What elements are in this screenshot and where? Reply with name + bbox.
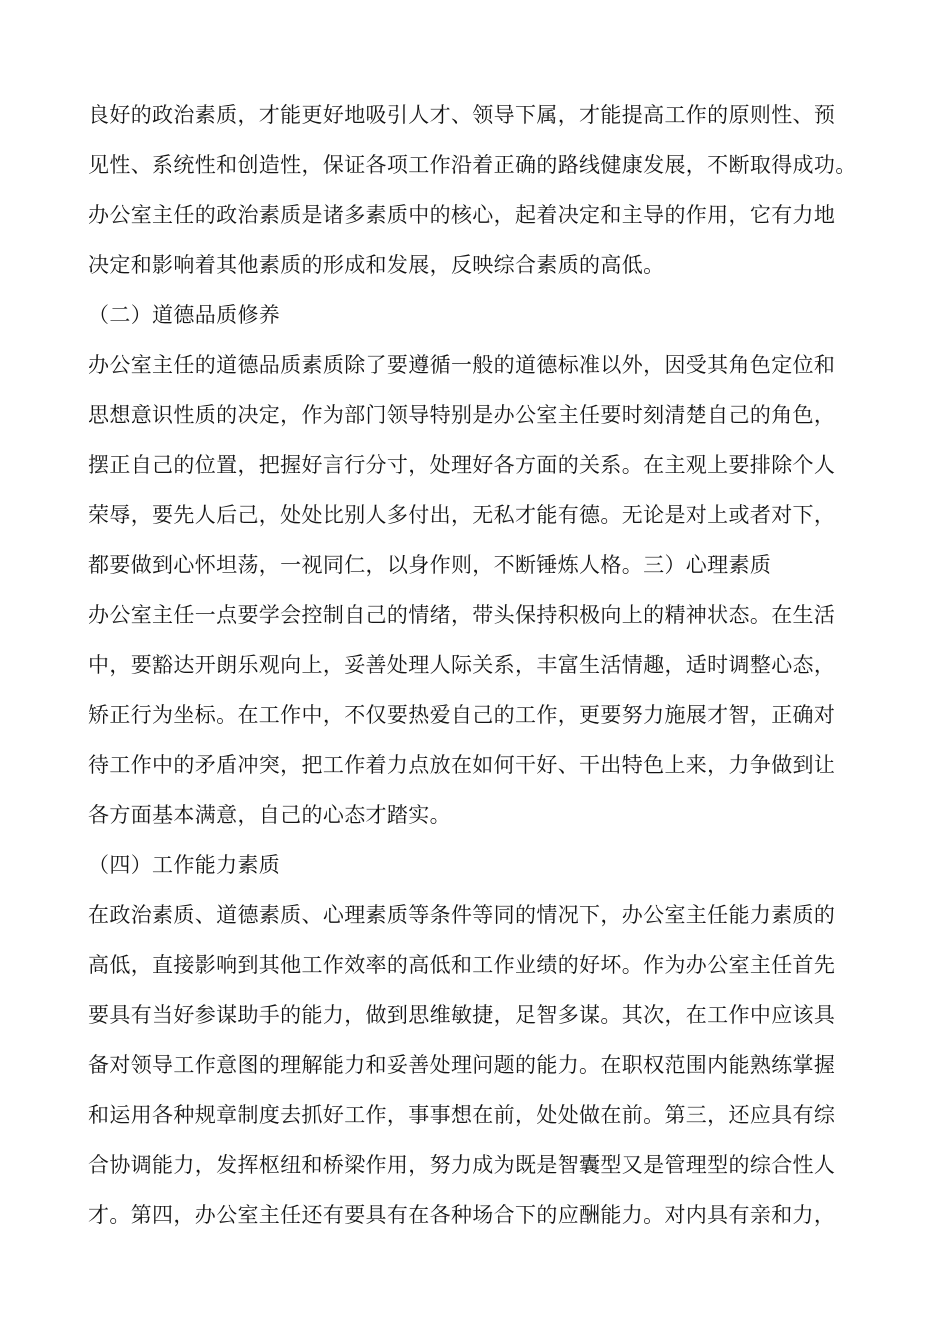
text-line: 待工作中的矛盾冲突，把工作着力点放在如何干好、干出特色上来，力争做到让 [88,753,836,777]
text-line: 在政治素质、道德素质、心理素质等条件等同的情况下，办公室主任能力素质的 [88,903,836,927]
text-line: 思想意识性质的决定，作为部门领导特别是办公室主任要时刻清楚自己的角色， [88,403,836,427]
text-line: 要具有当好参谋助手的能力，做到思维敏捷，足智多谋。其次，在工作中应该具 [88,1003,836,1027]
text-line: 见性、系统性和创造性，保证各项工作沿着正确的路线健康发展，不断取得成功。 [88,153,857,177]
section-heading-4: （四）工作能力素质 [88,853,281,877]
text-line: 矫正行为坐标。在工作中，不仅要热爱自己的工作，更要努力施展才智，正确对 [88,703,836,727]
text-line: 各方面基本满意，自己的心态才踏实。 [88,803,451,827]
text-line: 办公室主任的道德品质素质除了要遵循一般的道德标准以外，因受其角色定位和 [88,353,836,377]
text-line: 中，要豁达开朗乐观向上，妥善处理人际关系，丰富生活情趣，适时调整心态， [88,653,836,677]
text-line: 良好的政治素质，才能更好地吸引人才、领导下属，才能提高工作的原则性、预 [88,103,836,127]
text-line: 合协调能力，发挥枢纽和桥梁作用，努力成为既是智囊型又是管理型的综合性人 [88,1153,836,1177]
text-line: 和运用各种规章制度去抓好工作，事事想在前，处处做在前。第三，还应具有综 [88,1103,836,1127]
text-line: 摆正自己的位置，把握好言行分寸，处理好各方面的关系。在主观上要排除个人 [88,453,836,477]
section-heading-2: （二）道德品质修养 [88,303,281,327]
text-line: 高低，直接影响到其他工作效率的高低和工作业绩的好坏。作为办公室主任首先 [88,953,836,977]
text-line: 决定和影响着其他素质的形成和发展，反映综合素质的高低。 [88,253,665,277]
text-line: 才。第四，办公室主任还有要具有在各种场合下的应酬能力。对内具有亲和力， [88,1203,836,1227]
text-line: 办公室主任一点要学会控制自己的情绪，带头保持积极向上的精神状态。在生活 [88,603,836,627]
text-line: 都要做到心怀坦荡，一视同仁，以身作则，不断锤炼人格。三）心理素质 [88,553,772,577]
text-line: 办公室主任的政治素质是诸多素质中的核心，起着决定和主导的作用，它有力地 [88,203,836,227]
text-line: 荣辱，要先人后己，处处比别人多付出，无私才能有德。无论是对上或者对下， [88,503,836,527]
text-line: 备对领导工作意图的理解能力和妥善处理问题的能力。在职权范围内能熟练掌握 [88,1053,836,1077]
